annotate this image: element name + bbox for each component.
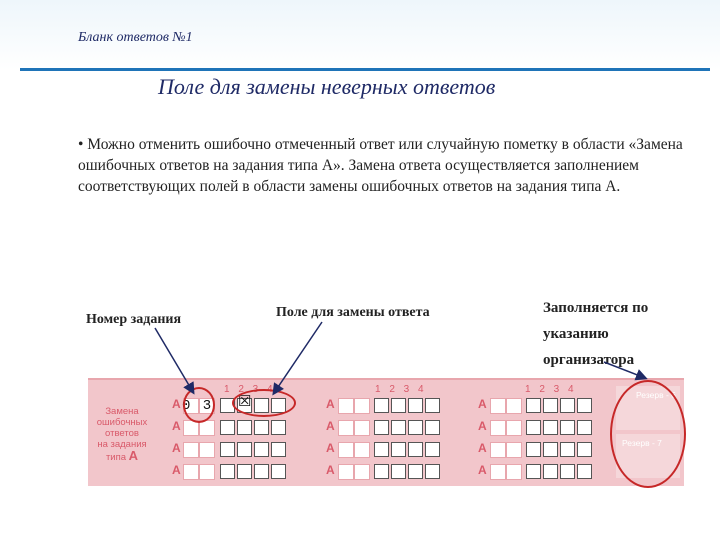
side-title-line: ответов [105,428,139,439]
row-letter: A [478,397,487,411]
column-header: 1 2 3 4 [375,384,427,395]
label-organizer: Заполняется по указанию организатора [543,300,649,368]
arrow-answer-field [274,322,322,393]
column-header: 1 2 3 4 [525,384,577,395]
row-letter: A [326,441,335,455]
side-title-line: Замена [105,406,139,417]
arrow-task-number [155,328,193,392]
row-letter: A [326,463,335,477]
row-letter: A [172,397,181,411]
filled-answer-mark: ☒ [238,393,252,410]
row-letter: A [478,441,487,455]
row-letter: A [172,419,181,433]
filled-task-number: 0 3 [182,398,214,414]
row-letter: A [326,397,335,411]
reserve-label: Резерв - 6 [636,390,676,400]
row-letter: A [172,463,181,477]
top-label: Бланк ответов №1 [78,30,193,45]
side-title-letter: А [128,448,139,463]
side-title-line: ошибочных [96,417,148,428]
side-title-line: типа [105,452,127,463]
label-task-number: Номер задания [86,312,182,327]
label-answer-field: Поле для замены ответа [276,305,430,320]
arrow-organizer [604,362,645,378]
slide-title: Поле для замены неверных ответов [158,74,496,99]
row-letter: A [172,441,181,455]
row-letter: A [326,419,335,433]
row-letter: A [478,419,487,433]
column-header: 1 2 3 4 [224,384,276,395]
side-title-line: на задания [97,439,147,450]
row-letter: A [478,463,487,477]
body-text: • Можно отменить ошибочно отмеченный ответ или случайную пометку в области «Замена ошибочных ответов на задания типа А». Замена ответа осуществляется заполнением соответствующих полей в области замены ошибочных ответов на задания типа А. [78,136,683,195]
reserve-label: Резерв - 7 [622,438,662,448]
